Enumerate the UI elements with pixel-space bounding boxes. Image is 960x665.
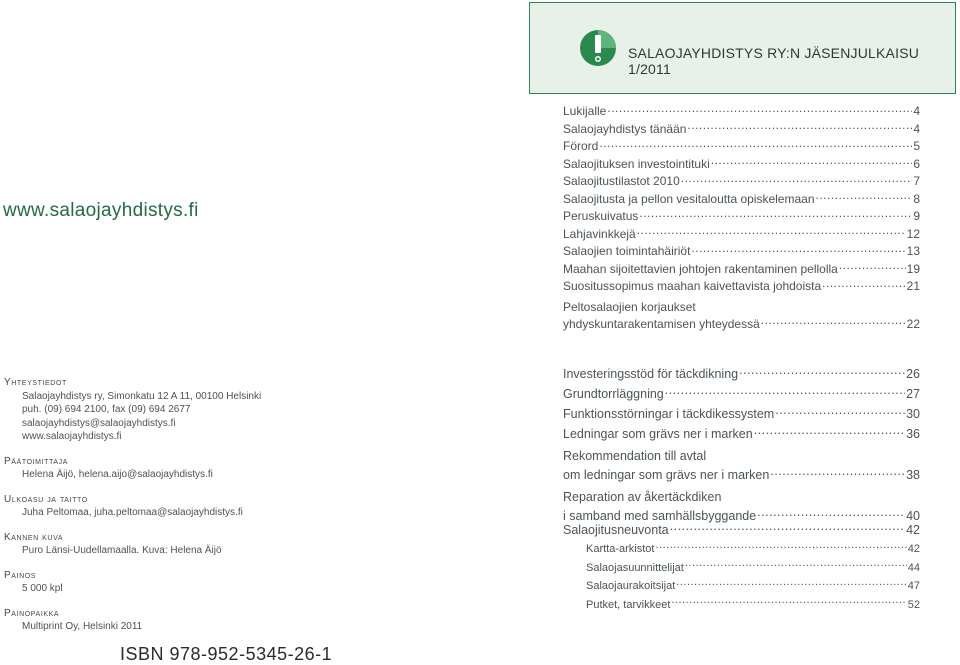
toc-entry[interactable]	[563, 191, 920, 209]
toc-subentry[interactable]	[563, 559, 920, 578]
leader-dots	[816, 191, 913, 203]
leader-dots	[691, 243, 905, 255]
toc-label: Putket, tarvikkeet	[586, 598, 671, 611]
leader-dots	[665, 386, 905, 398]
toc-label: Lukijalle	[563, 104, 607, 118]
toc-label: Investeringsstöd för täckdikning	[563, 367, 739, 381]
toc-label: Maahan sijoitettavien johtojen rakentaminen pellolla	[563, 261, 838, 276]
toc-page: 27	[906, 387, 920, 401]
toc-entry[interactable]	[563, 364, 920, 384]
toc-entry[interactable]	[563, 261, 920, 279]
toc-label: Salaojayhdistys tänään	[563, 121, 687, 136]
toc-page: 7	[913, 174, 920, 188]
toc-label: Kartta-arkistot	[586, 543, 655, 555]
leader-dots	[655, 540, 906, 552]
printer-line: Multiprint Oy, Helsinki 2011	[22, 621, 143, 632]
toc-page: 4	[913, 121, 920, 136]
toc-page: 26	[906, 367, 920, 381]
section-heading: Painopaikka	[4, 607, 60, 619]
toc-label-first-line: Peltosalaojien korjaukset	[563, 299, 696, 314]
toc-label: Funktionsstörningar i täckdikessystem	[563, 407, 775, 421]
leader-dots	[761, 316, 906, 328]
toc-page: 42	[906, 523, 920, 537]
toc-entry[interactable]	[563, 520, 920, 540]
toc-label-first-line: Reparation av åkertäckdiken	[563, 490, 722, 504]
toc-label: Salaojituksen investointituki	[563, 156, 710, 171]
toc-entry[interactable]	[563, 243, 920, 261]
leader-dots	[681, 173, 913, 185]
toc-label: Grundtorrläggning	[563, 387, 664, 401]
toc-entry[interactable]	[563, 299, 920, 334]
toc-label: Peruskuivatus	[563, 209, 639, 223]
publication-title: SALAOJAYHDISTYS RY:N JÄSENJULKAISU 1/2011	[628, 45, 920, 77]
leader-dots	[839, 261, 906, 273]
leader-dots	[676, 577, 906, 589]
colophon-section-layout	[4, 493, 304, 520]
toc-label: Salaojaurakoitsijat	[586, 580, 676, 592]
toc-entry[interactable]	[563, 226, 920, 244]
toc-finnish	[563, 103, 920, 333]
toc-label: Salaojasuunnittelijat	[586, 561, 684, 574]
toc-page: 13	[906, 244, 920, 258]
toc-page: 44	[907, 561, 920, 574]
leader-dots	[739, 366, 905, 378]
isbn: ISBN 978-952-5345-26-1	[120, 644, 333, 664]
phone-line: puh. (09) 694 2100, fax (09) 694 2677	[22, 404, 191, 415]
section-heading: Ulkoasu ja taitto	[4, 493, 88, 505]
leader-dots	[685, 559, 907, 571]
toc-entry[interactable]	[563, 208, 920, 226]
cover-line: Puro Länsi-Uudellamaalla. Kuva: Helena Äijö	[22, 545, 222, 556]
leader-dots	[670, 522, 905, 534]
section-heading: Yhteystiedot	[4, 377, 67, 388]
toc-label: Salaojitustilastot 2010	[563, 174, 680, 188]
toc-entry[interactable]	[563, 278, 920, 296]
web-line: www.salaojayhdistys.fi	[22, 431, 122, 442]
toc-entry[interactable]	[563, 156, 920, 174]
toc-label: om ledningar som grävs ner i marken	[563, 468, 770, 482]
leader-dots	[671, 596, 906, 608]
toc-page: 38	[906, 468, 920, 482]
colophon-section-cover	[4, 531, 304, 558]
leader-dots	[711, 156, 913, 168]
toc-page: 19	[906, 261, 920, 276]
colophon-section-contact	[4, 376, 304, 444]
toc-page: 52	[907, 598, 920, 611]
toc-page: 4	[913, 104, 920, 118]
toc-entry[interactable]	[563, 384, 920, 404]
toc-label: Salaojitusneuvonta	[563, 523, 669, 537]
toc-label: i samband med samhällsbyggande	[563, 509, 757, 523]
website-url: www.salaojayhdistys.fi	[3, 200, 199, 221]
toc-label: Salaojitusta ja pellon vesitaloutta opiskelemaan	[563, 191, 815, 206]
toc-page: 40	[906, 509, 920, 523]
toc-entry[interactable]	[563, 121, 920, 139]
toc-label: Ledningar som grävs ner i marken	[563, 427, 753, 441]
colophon	[4, 376, 304, 645]
toc-page: 36	[906, 427, 920, 441]
leader-dots	[775, 406, 905, 418]
leader-dots	[599, 138, 912, 150]
toc-label: Suositussopimus maahan kaivettavista johdoista	[563, 279, 822, 293]
toc-page: 47	[907, 580, 920, 592]
leader-dots	[687, 121, 912, 133]
section-heading: Kannen kuva	[4, 531, 64, 543]
toc-entry[interactable]	[563, 404, 920, 424]
toc-page: 42	[907, 543, 920, 555]
address-line: Salaojayhdistys ry, Simonkatu 12 A 11, 00100 Helsinki	[22, 390, 262, 402]
toc-subentry[interactable]	[563, 596, 920, 615]
colophon-section-printer	[4, 607, 304, 634]
colophon-section-editor	[4, 455, 304, 482]
toc-page: 5	[913, 139, 920, 153]
toc-page: 30	[906, 407, 920, 421]
layout-line: Juha Peltomaa, juha.peltomaa@salaojayhdistys.fi	[22, 507, 243, 518]
toc-entry[interactable]	[563, 448, 920, 485]
toc-entry[interactable]	[563, 424, 920, 444]
toc-entry[interactable]	[563, 173, 920, 191]
leader-dots	[637, 226, 906, 238]
toc-subentry[interactable]	[563, 540, 920, 559]
toc-subentry[interactable]	[563, 577, 920, 596]
toc-label-first-line: Rekommendation till avtal	[563, 449, 707, 463]
leader-dots	[770, 467, 905, 479]
section-heading: Päätoimittaja	[4, 455, 69, 467]
toc-page: 9	[913, 209, 920, 223]
leader-dots	[639, 208, 912, 220]
salaojayhdistys-logo-icon	[579, 29, 617, 67]
colophon-section-print-run	[4, 569, 304, 596]
toc-label: Salaojien toimintahäiriöt	[563, 244, 691, 258]
toc-label: yhdyskuntarakentamisen yhteydessä	[563, 316, 760, 331]
toc-page: 12	[906, 226, 920, 241]
leader-dots	[822, 278, 906, 290]
header-banner	[529, 2, 956, 94]
toc-page: 8	[913, 191, 920, 206]
toc-label: Lahjavinkkejä	[563, 226, 636, 241]
toc-swedish	[563, 364, 920, 526]
print-run-line: 5 000 kpl	[22, 583, 63, 594]
toc-label: Förord	[563, 139, 599, 153]
editor-line: Helena Äijö, helena.aijo@salaojayhdistys.fi	[22, 469, 213, 480]
leader-dots	[757, 508, 905, 520]
toc-entry[interactable]	[563, 138, 920, 156]
email-line: salaojayhdistys@salaojayhdistys.fi	[22, 417, 176, 429]
leader-dots	[754, 426, 905, 438]
leader-dots	[607, 103, 912, 115]
toc-page: 6	[913, 156, 920, 171]
section-heading: Painos	[4, 569, 37, 581]
toc-page: 22	[906, 316, 920, 331]
toc-page: 21	[906, 279, 920, 293]
toc-entry[interactable]	[563, 103, 920, 121]
toc-advisors	[563, 520, 920, 614]
